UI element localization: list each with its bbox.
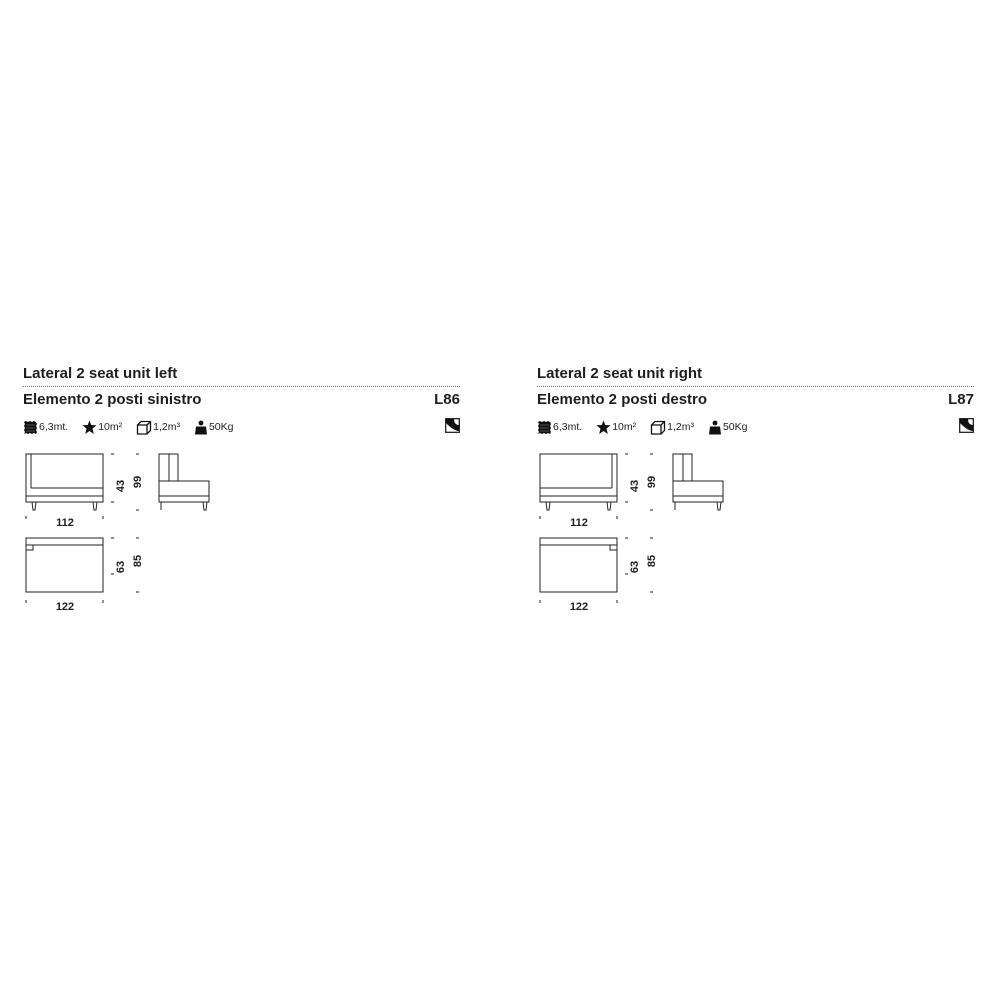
dim-front-width: 112 xyxy=(570,517,588,529)
product-title-english: Lateral 2 seat unit right xyxy=(537,365,703,382)
spec-value: 1,2m³ xyxy=(153,421,180,433)
spec-row xyxy=(537,418,762,436)
spec-value: 6,3mt. xyxy=(553,421,583,433)
product-title-italian: Elemento 2 posti sinistro xyxy=(23,391,202,408)
leather-area-icon xyxy=(596,420,611,435)
dotted-divider xyxy=(23,386,460,387)
product-card-right xyxy=(537,360,974,620)
fabric-length-icon xyxy=(23,420,38,435)
dim-total-height: 99 xyxy=(132,475,144,489)
product-card-left xyxy=(23,360,460,620)
weight-icon xyxy=(708,420,722,435)
spec-leather-area xyxy=(82,420,122,435)
dim-seat-depth: 63 xyxy=(629,560,641,574)
technical-drawing-right xyxy=(537,446,787,616)
dim-seat-height: 43 xyxy=(629,479,641,493)
spec-row xyxy=(23,418,248,436)
sofa-front-view xyxy=(540,454,617,510)
sofa-side-view xyxy=(159,454,209,510)
spec-volume xyxy=(136,420,180,435)
dim-total-depth: 85 xyxy=(646,554,658,568)
leather-area-icon xyxy=(82,420,97,435)
spec-volume xyxy=(650,420,694,435)
spec-value: 6,3mt. xyxy=(39,421,69,433)
fabric-length-icon xyxy=(537,420,552,435)
dimension-ticks xyxy=(540,454,653,603)
volume-box-icon xyxy=(136,420,152,435)
spec-leather-area xyxy=(596,420,636,435)
fabric-swatch-icon xyxy=(959,418,974,433)
spec-fabric-length xyxy=(23,420,68,435)
dim-total-depth: 85 xyxy=(132,554,144,568)
technical-drawing-left xyxy=(23,446,273,616)
spec-value: 10m² xyxy=(98,421,123,433)
dim-top-width: 122 xyxy=(569,601,589,613)
spec-fabric-length xyxy=(537,420,582,435)
spec-value: 50Kg xyxy=(208,421,234,433)
spec-weight xyxy=(194,420,234,435)
dim-front-width: 112 xyxy=(56,517,74,529)
dim-seat-height: 43 xyxy=(115,479,127,493)
fabric-swatch-icon xyxy=(445,418,460,433)
spec-weight xyxy=(708,420,748,435)
product-code: L87 xyxy=(948,391,974,408)
sofa-top-view xyxy=(540,538,617,592)
dim-total-height: 99 xyxy=(646,475,658,489)
spec-value: 10m² xyxy=(612,421,637,433)
product-title-english: Lateral 2 seat unit left xyxy=(23,365,178,382)
spec-value: 1,2m³ xyxy=(667,421,694,433)
product-code: L86 xyxy=(434,391,460,408)
sofa-side-view xyxy=(673,454,723,510)
sofa-top-view xyxy=(26,538,103,592)
dimension-ticks xyxy=(26,454,139,603)
dim-top-width: 122 xyxy=(55,601,75,613)
volume-box-icon xyxy=(650,420,666,435)
sofa-front-view xyxy=(26,454,103,510)
product-title-italian: Elemento 2 posti destro xyxy=(537,391,708,408)
dim-seat-depth: 63 xyxy=(115,560,127,574)
weight-icon xyxy=(194,420,208,435)
dotted-divider xyxy=(537,386,974,387)
spec-value: 50Kg xyxy=(722,421,748,433)
